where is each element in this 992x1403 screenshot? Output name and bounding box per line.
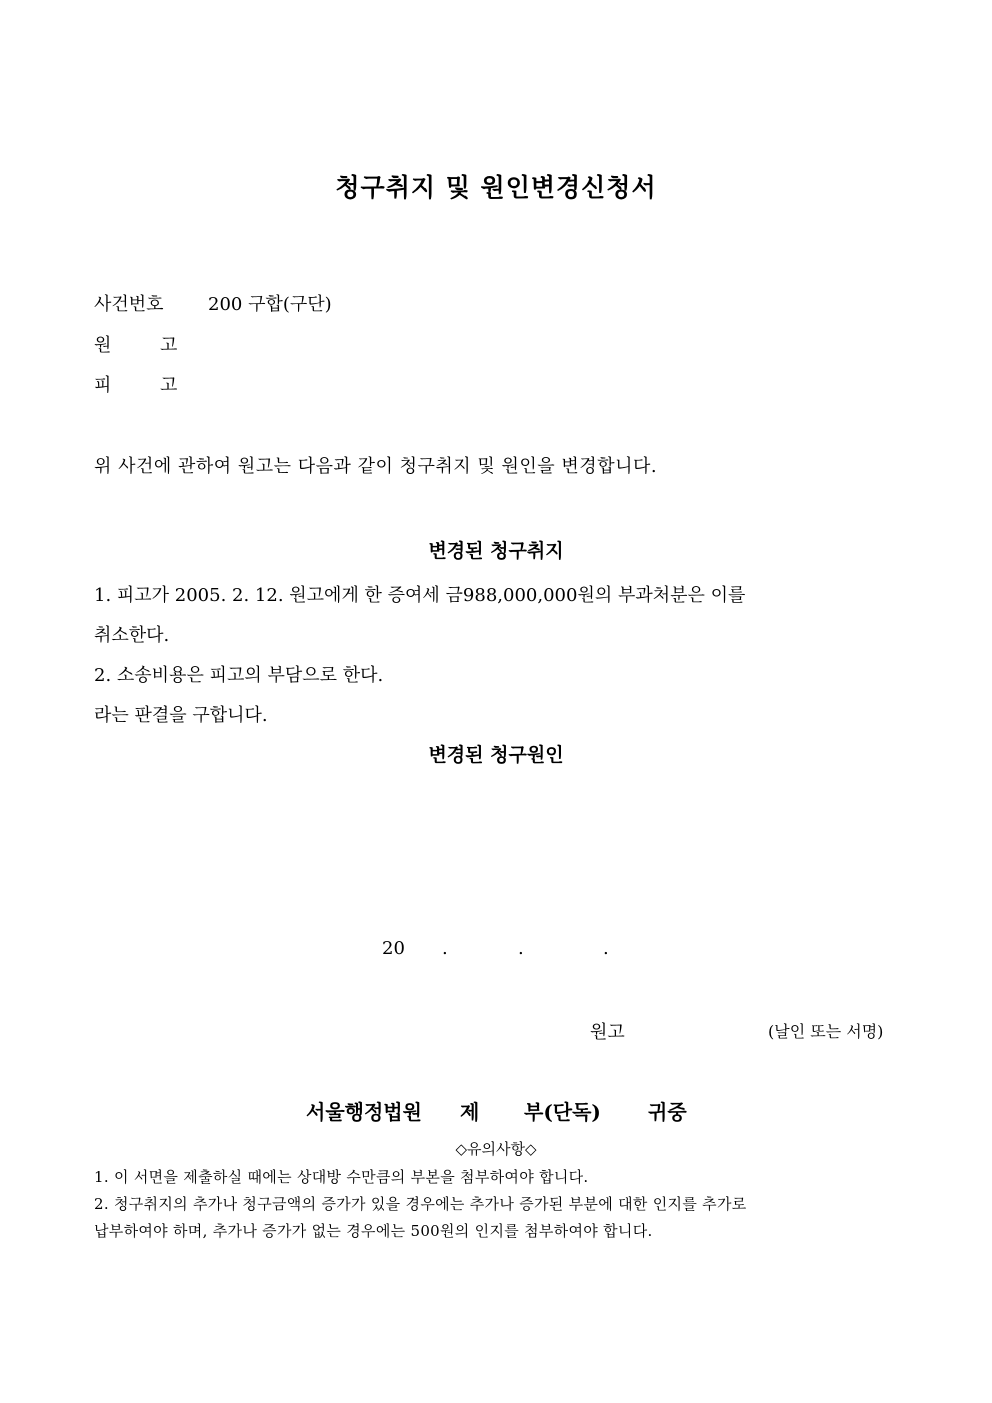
changed-cause-heading: 변경된 청구원인 [428,744,564,766]
court-name: 서울행정법원 [306,1100,422,1124]
claim-line: 라는 판결을 구합니다. [94,705,268,726]
defendant-label-char-1: 피 [94,375,112,396]
intro-paragraph: 위 사건에 관하여 원고는 다음과 같이 청구취지 및 원인을 변경합니다. [94,456,658,477]
notice-title: ◇유의사항◇ [455,1140,537,1158]
notice-item: 1. 이 서면을 제출하실 때에는 상대방 수만큼의 부본을 첨부하여야 합니다. [94,1168,589,1186]
plaintiff-label [94,331,226,357]
signature-note: (날인 또는 서명) [768,1022,884,1041]
changed-claim-heading: 변경된 청구취지 [428,540,564,562]
plaintiff-label-char-1: 원 [94,335,112,356]
claim-line: 2. 소송비용은 피고의 부담으로 한다. [94,665,384,686]
defendant-label [94,371,226,397]
date-separator: . [603,938,609,959]
court-division-suffix: 부(단독) [524,1100,601,1124]
document-title: 청구취지 및 원인변경신청서 [335,173,657,202]
date-separator: . [442,938,448,959]
notice-item: 납부하여야 하며, 추가나 증가가 없는 경우에는 500원의 인지를 첨부하여야 합니다. [94,1222,653,1240]
signature-label: 원고 [590,1022,625,1043]
case-number-value: 200 구합(구단) [208,294,332,315]
court-salutation: 귀중 [648,1100,687,1124]
court-division-prefix: 제 [460,1100,480,1124]
plaintiff-label-char-2: 고 [160,335,178,356]
date-separator: . [518,938,524,959]
date-year: 20 [382,938,405,959]
notice-item: 2. 청구취지의 추가나 청구금액의 증가가 있을 경우에는 추가나 증가된 부분에 대한 인지를 추가로 [94,1195,747,1213]
claim-line: 1. 피고가 2005. 2. 12. 원고에게 한 증여세 금988,000,000원의 부과처분은 이를 [94,585,746,606]
defendant-label-char-2: 고 [160,375,178,396]
case-number-label: 사건번호 [94,294,164,315]
claim-line: 취소한다. [94,625,170,646]
